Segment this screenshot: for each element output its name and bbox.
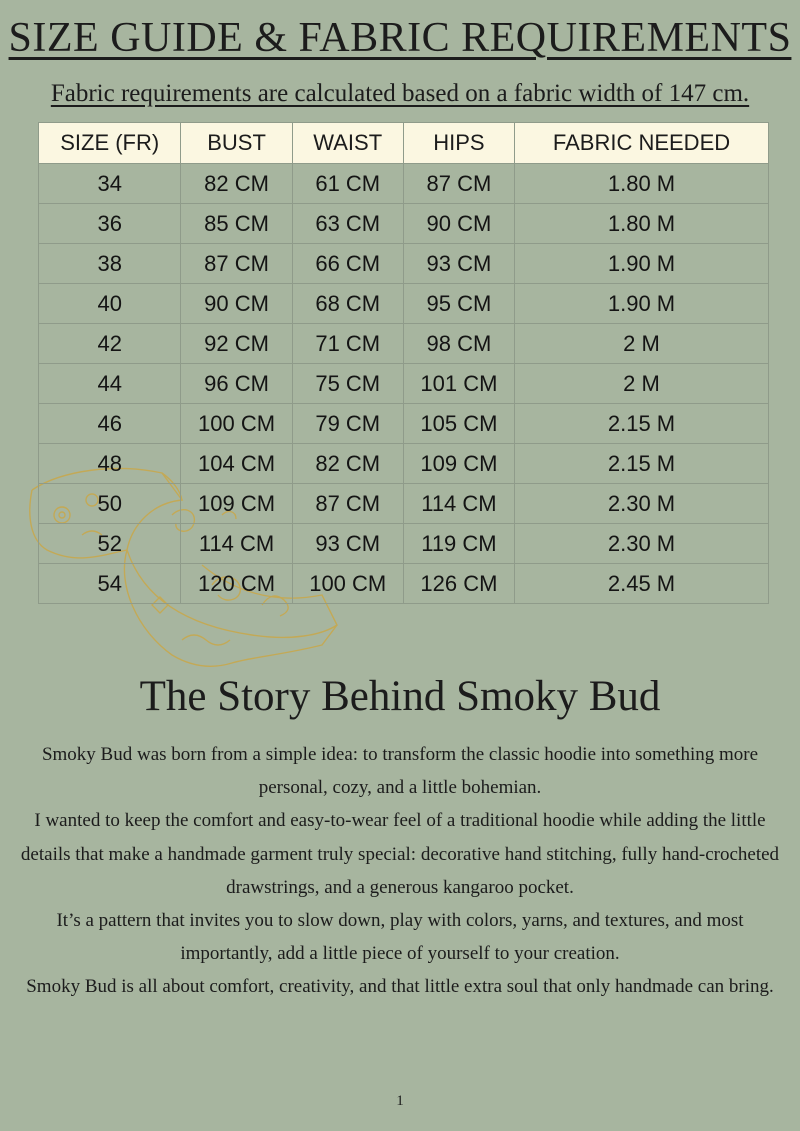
col-size: SIZE (FR)	[39, 123, 181, 164]
story-body	[14, 738, 786, 1004]
table-row	[39, 164, 769, 204]
bust-cell: 92 CM	[181, 324, 292, 364]
size-cell: 34	[39, 164, 181, 204]
table-row	[39, 244, 769, 284]
hips-cell: 119 CM	[403, 524, 514, 564]
table-row	[39, 284, 769, 324]
hips-cell: 101 CM	[403, 364, 514, 404]
table-row	[39, 524, 769, 564]
hips-cell: 87 CM	[403, 164, 514, 204]
hips-cell: 126 CM	[403, 564, 514, 604]
size-cell: 46	[39, 404, 181, 444]
fabric-cell: 2.45 M	[515, 564, 769, 604]
table-row	[39, 444, 769, 484]
page-number: 1	[396, 1093, 404, 1109]
fabric-cell: 2 M	[515, 324, 769, 364]
col-bust: BUST	[181, 123, 292, 164]
story-paragraph: It’s a pattern that invites you to slow down, play with colors, yarns, and textures, and most importantly, add a little piece of yourself to your creation.	[56, 910, 744, 965]
size-cell: 50	[39, 484, 181, 524]
size-cell: 36	[39, 204, 181, 244]
fabric-cell: 1.80 M	[515, 204, 769, 244]
bust-cell: 114 CM	[181, 524, 292, 564]
story-paragraph: Smoky Bud was born from a simple idea: to transform the classic hoodie into something more personal, cozy, and a little bohemian.	[41, 744, 759, 799]
size-cell: 48	[39, 444, 181, 484]
waist-cell: 71 CM	[292, 324, 403, 364]
bust-cell: 85 CM	[181, 204, 292, 244]
hips-cell: 95 CM	[403, 284, 514, 324]
page-title: SIZE GUIDE & FABRIC REQUIREMENTS	[8, 15, 792, 61]
waist-cell: 82 CM	[292, 444, 403, 484]
hips-cell: 105 CM	[403, 404, 514, 444]
col-waist: WAIST	[292, 123, 403, 164]
waist-cell: 66 CM	[292, 244, 403, 284]
col-fabric-needed: FABRIC NEEDED	[515, 123, 769, 164]
table-row	[39, 484, 769, 524]
size-table	[38, 122, 769, 604]
table-header-row	[39, 123, 769, 164]
col-hips: HIPS	[403, 123, 514, 164]
bust-cell: 96 CM	[181, 364, 292, 404]
table-row	[39, 364, 769, 404]
story-paragraph: Smoky Bud is all about comfort, creativity, and that little extra soul that only handmade can bring.	[26, 976, 774, 998]
waist-cell: 87 CM	[292, 484, 403, 524]
waist-cell: 68 CM	[292, 284, 403, 324]
story-title: The Story Behind Smoky Bud	[139, 673, 661, 720]
story-paragraph: I wanted to keep the comfort and easy-to-wear feel of a traditional hoodie while adding the little details that make a handmade garment truly special: decorative hand stitching, fully hand-crocheted drawstrings, and a generous kangaroo pocket.	[20, 810, 780, 898]
size-cell: 40	[39, 284, 181, 324]
size-cell: 54	[39, 564, 181, 604]
size-cell: 38	[39, 244, 181, 284]
fabric-cell: 1.90 M	[515, 244, 769, 284]
table-row	[39, 404, 769, 444]
hips-cell: 109 CM	[403, 444, 514, 484]
fabric-cell: 2.15 M	[515, 404, 769, 444]
waist-cell: 100 CM	[292, 564, 403, 604]
fabric-cell: 2.30 M	[515, 524, 769, 564]
bust-cell: 87 CM	[181, 244, 292, 284]
waist-cell: 79 CM	[292, 404, 403, 444]
hips-cell: 90 CM	[403, 204, 514, 244]
size-cell: 42	[39, 324, 181, 364]
size-cell: 52	[39, 524, 181, 564]
size-cell: 44	[39, 364, 181, 404]
bust-cell: 100 CM	[181, 404, 292, 444]
table-row	[39, 324, 769, 364]
bust-cell: 90 CM	[181, 284, 292, 324]
hips-cell: 93 CM	[403, 244, 514, 284]
hips-cell: 114 CM	[403, 484, 514, 524]
bust-cell: 82 CM	[181, 164, 292, 204]
fabric-cell: 1.80 M	[515, 164, 769, 204]
table-row	[39, 564, 769, 604]
hips-cell: 98 CM	[403, 324, 514, 364]
waist-cell: 75 CM	[292, 364, 403, 404]
waist-cell: 61 CM	[292, 164, 403, 204]
fabric-cell: 2 M	[515, 364, 769, 404]
fabric-cell: 2.15 M	[515, 444, 769, 484]
bust-cell: 109 CM	[181, 484, 292, 524]
waist-cell: 63 CM	[292, 204, 403, 244]
waist-cell: 93 CM	[292, 524, 403, 564]
fabric-cell: 2.30 M	[515, 484, 769, 524]
bust-cell: 120 CM	[181, 564, 292, 604]
table-row	[39, 204, 769, 244]
fabric-cell: 1.90 M	[515, 284, 769, 324]
bust-cell: 104 CM	[181, 444, 292, 484]
fabric-width-note: Fabric requirements are calculated based on a fabric width of 147 cm.	[50, 80, 750, 107]
